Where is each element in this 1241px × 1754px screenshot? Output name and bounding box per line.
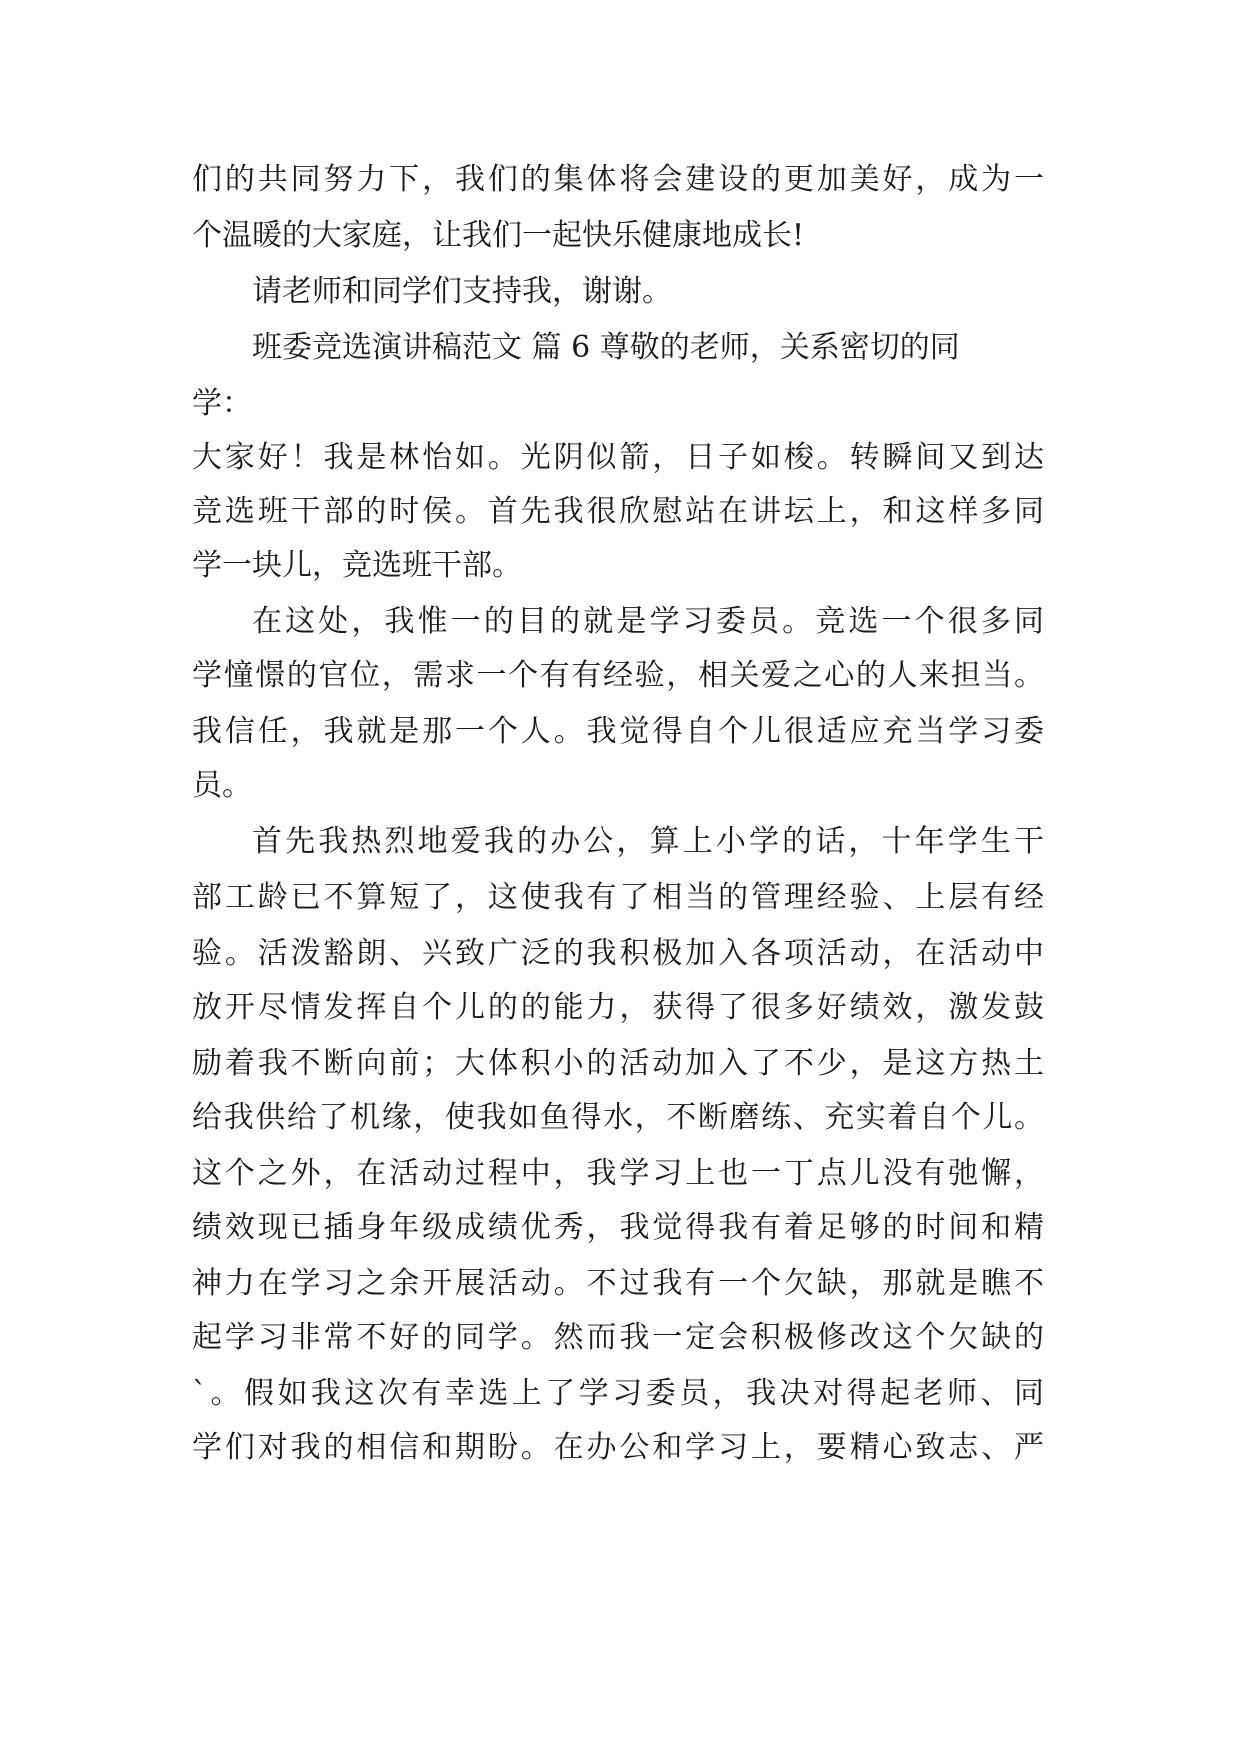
text-line: 这个之外，在活动过程中，我学习上也一丁点儿没有弛懈，: [192, 1156, 1044, 1191]
text-line: 大家好！我是林怡如。光阴似箭，日子如梭。转瞬间又到达: [192, 440, 1044, 475]
text-line: 学们对我的相信和期盼。在办公和学习上，要精心致志、严: [192, 1430, 1044, 1465]
text-line: 竞选班干部的时侯。首先我很欣慰站在讲坛上，和这样多同: [192, 494, 1044, 529]
text-line: 放开尽情发挥自个儿的的能力，获得了很多好绩效，激发鼓: [192, 990, 1044, 1025]
text-line: 学憧憬的官位，需求一个有有经验，相关爱之心的人来担当。: [192, 658, 1044, 693]
text-line: 给我供给了机缘，使我如鱼得水，不断磨练、充实着自个儿。: [192, 1100, 1044, 1135]
text-line: 在这处，我惟一的目的就是学习委员。竞选一个很多同: [252, 604, 1044, 639]
text-line: 学：: [192, 386, 252, 421]
text-line: 学一块儿，竞选班干部。: [192, 548, 522, 583]
text-line: 绩效现已插身年级成绩优秀，我觉得我有着足够的时间和精: [192, 1210, 1044, 1245]
text-line: `。假如我这次有幸选上了学习委员，我决对得起老师、同: [192, 1376, 1044, 1411]
text-line: 神力在学习之余开展活动。不过我有一个欠缺，那就是瞧不: [192, 1266, 1044, 1301]
text-line: 个温暖的大家庭，让我们一起快乐健康地成长!: [192, 218, 805, 253]
text-line: 班委竞选演讲稿范文 篇 6 尊敬的老师，关系密切的同: [252, 330, 960, 365]
text-line: 请老师和同学们支持我，谢谢。: [252, 274, 672, 309]
text-line: 们的共同努力下，我们的集体将会建设的更加美好，成为一: [192, 162, 1044, 197]
text-line: 我信任，我就是那一个人。我觉得自个儿很适应充当学习委: [192, 714, 1044, 749]
text-line: 起学习非常不好的同学。然而我一定会积极修改这个欠缺的: [192, 1320, 1044, 1355]
text-line: 首先我热烈地爱我的办公，算上小学的话，十年学生干: [252, 824, 1044, 859]
text-line: 励着我不断向前；大体积小的活动加入了不少，是这方热土: [192, 1046, 1044, 1081]
text-line: 验。活泼豁朗、兴致广泛的我积极加入各项活动，在活动中: [192, 936, 1044, 971]
text-line: 员。: [192, 768, 252, 803]
text-line: 部工龄已不算短了，这使我有了相当的管理经验、上层有经: [192, 880, 1044, 915]
